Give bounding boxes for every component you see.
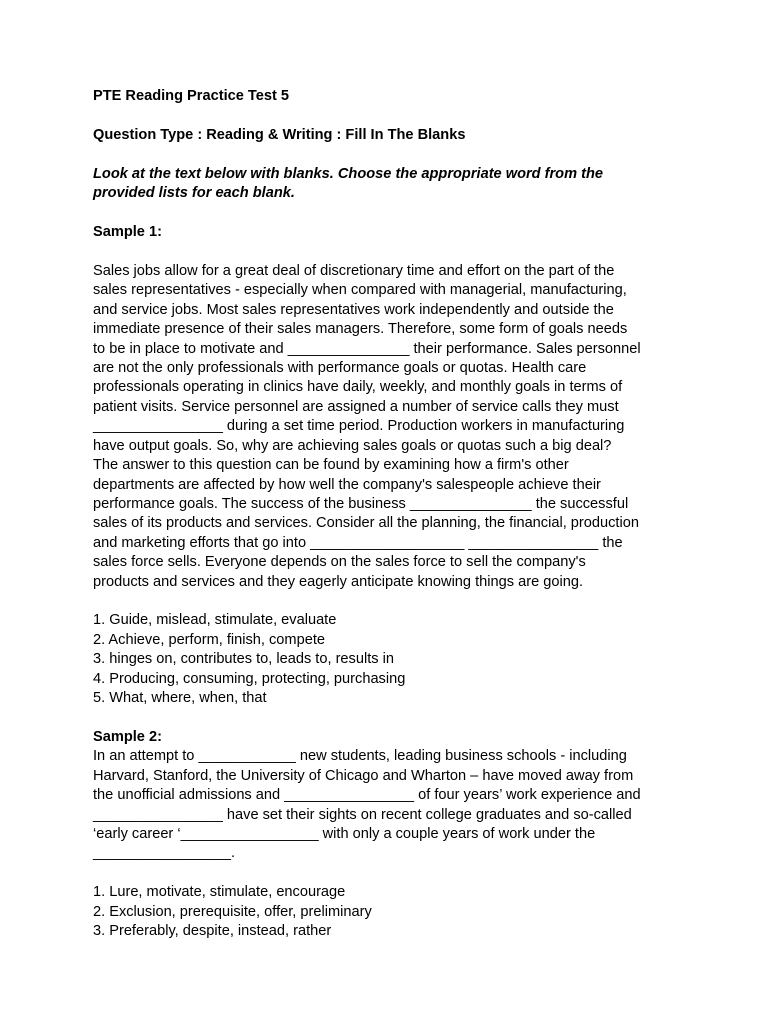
passage-line: have output goals. So, why are achieving sales goals or quotas such a big deal? xyxy=(93,437,612,454)
option-item: 1. Lure, motivate, stimulate, encourage xyxy=(93,884,346,901)
passage-line: immediate presence of their sales managers. Therefore, some form of goals needs xyxy=(93,321,628,338)
sample-1-passage xyxy=(93,262,693,592)
passage-line: products and services and they eagerly anticipate knowing things are going. xyxy=(93,573,584,590)
instructions-line-2: provided lists for each blank. xyxy=(93,185,295,202)
option-item: 3. hinges on, contributes to, leads to, results in xyxy=(93,651,394,668)
passage-line: ________________ have set their sights on recent college graduates and so-called xyxy=(93,806,632,823)
passage-line: are not the only professionals with performance goals or quotas. Health care xyxy=(93,360,587,377)
passage-line: and service jobs. Most sales representatives work independently and outside the xyxy=(93,301,614,318)
passage-line: performance goals. The success of the business _______________ the successful xyxy=(93,495,629,512)
option-item: 2. Exclusion, prerequisite, offer, preliminary xyxy=(93,903,372,920)
passage-line: the unofficial admissions and ________________ of four years’ work experience and xyxy=(93,787,641,804)
sample-1-heading: Sample 1: xyxy=(93,224,162,241)
sample-2-options xyxy=(93,883,693,941)
passage-line: sales force sells. Everyone depends on the sales force to sell the company's xyxy=(93,554,586,571)
option-item: 5. What, where, when, that xyxy=(93,690,267,707)
passage-line: ‘early career ‘_________________ with only a couple years of work under the xyxy=(93,826,596,842)
instructions-line-1: Look at the text below with blanks. Choose the appropriate word from the xyxy=(93,165,604,182)
passage-line: departments are affected by how well the company's salespeople achieve their xyxy=(93,476,601,493)
passage-line: _________________. xyxy=(93,845,236,862)
passage-line: sales representatives - especially when compared with managerial, manufacturing, xyxy=(93,282,627,299)
page-title: PTE Reading Practice Test 5 xyxy=(93,88,290,104)
passage-line: professionals operating in clinics have daily, weekly, and monthly goals in terms of xyxy=(93,379,623,396)
passage-line: ________________ during a set time period. Production workers in manufacturing xyxy=(93,418,625,435)
sample-2-passage xyxy=(93,747,693,863)
option-item: 2. Achieve, perform, finish, compete xyxy=(93,631,325,648)
question-type: Question Type : Reading & Writing : Fill In The Blanks xyxy=(93,126,466,143)
sample-1-options xyxy=(93,611,693,708)
option-item: 1. Guide, mislead, stimulate, evaluate xyxy=(93,612,337,629)
document-page xyxy=(93,87,693,942)
passage-line: patient visits. Service personnel are assigned a number of service calls they must xyxy=(93,398,619,415)
passage-line: to be in place to motivate and _______________ their performance. Sales personnel xyxy=(93,340,641,357)
passage-line: In an attempt to ____________ new students, leading business schools - including xyxy=(93,748,627,765)
passage-line: Sales jobs allow for a great deal of discretionary time and effort on the part of the xyxy=(93,263,615,280)
sample-2-heading: Sample 2: xyxy=(93,728,162,745)
passage-line: The answer to this question can be found by examining how a firm's other xyxy=(93,457,569,474)
option-item: 3. Preferably, despite, instead, rather xyxy=(93,923,332,940)
passage-line: sales of its products and services. Consider all the planning, the financial, production xyxy=(93,515,639,532)
option-item: 4. Producing, consuming, protecting, purchasing xyxy=(93,670,406,687)
passage-line: and marketing efforts that go into ___________________ ________________ the xyxy=(93,534,623,551)
instructions xyxy=(93,165,693,204)
passage-line: Harvard, Stanford, the University of Chicago and Wharton – have moved away from xyxy=(93,767,634,784)
